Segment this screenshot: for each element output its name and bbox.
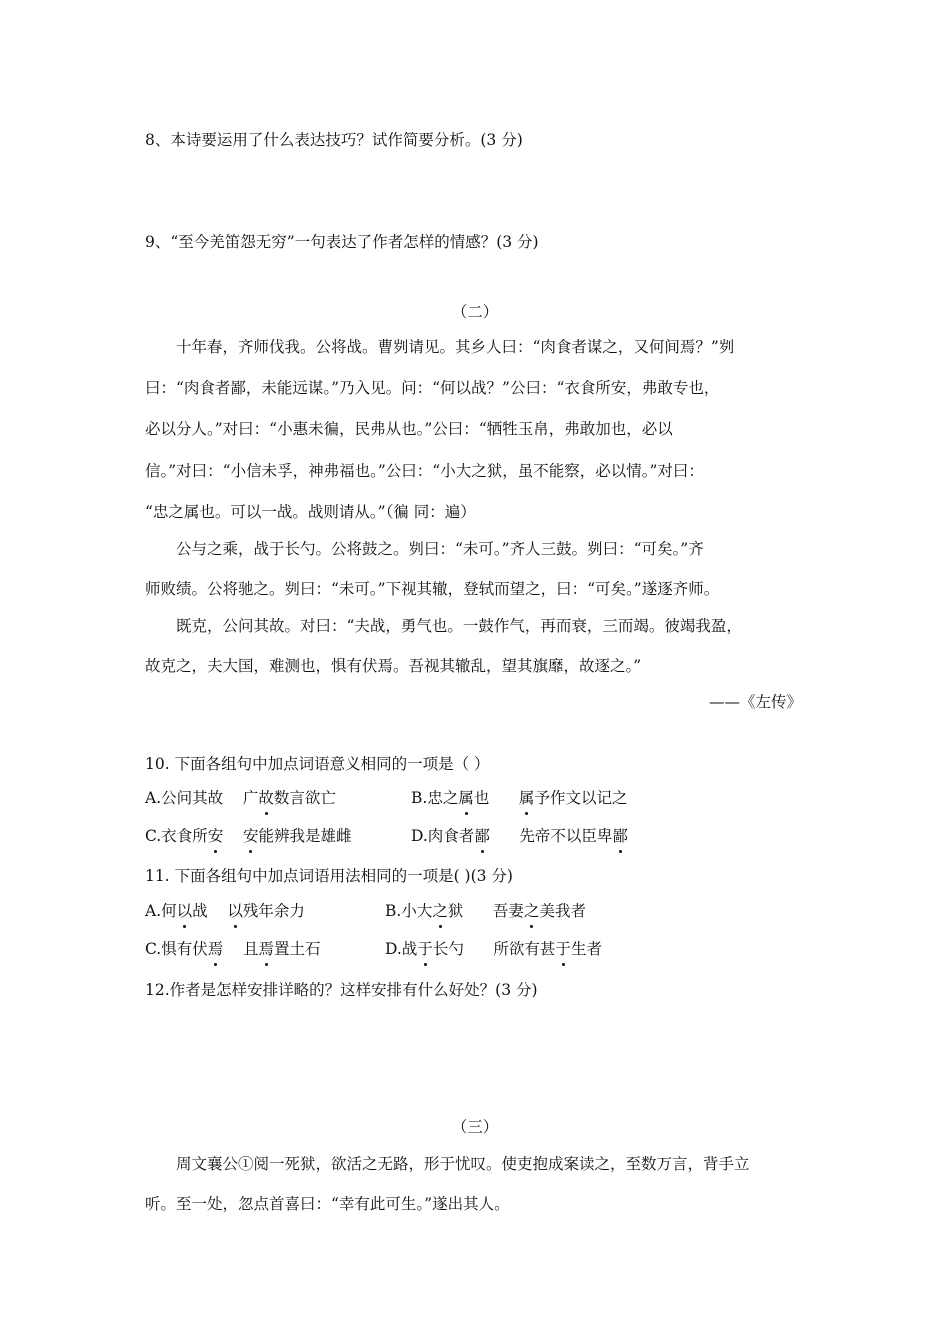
q11-option-a: A.何以战 以残年余力 (145, 899, 305, 921)
question-8: 8、本诗要运用了什么表达技巧？试作简要分析。(3 分) (145, 131, 523, 149)
emphasis-dot: 之 (524, 899, 540, 921)
question-12: 12.作者是怎样安排详略的？这样安排有什么好处？(3 分) (145, 981, 538, 999)
q10-option-b: B.忠之属也 属予作文以记之 (411, 786, 627, 808)
q10-option-c: C.衣食所安 安能辨我是雄雌 (145, 824, 352, 846)
emphasis-dot: 鄙 (612, 824, 628, 846)
question-9: 9、“至今羌笛怨无穷”一句表达了作者怎样的情感？(3 分) (145, 233, 539, 251)
passage-line: 信。”对曰：“小信未孚，神弗福也。”公曰：“小大之狱，虽不能察，必以情。”对曰： (145, 462, 704, 480)
passage-line: “忠之属也。可以一战。战则请从。”（徧 同：遍） (145, 503, 476, 521)
question-10-stem: 10. 下面各组句中加点词语意义相同的一项是（ ） (145, 755, 490, 773)
passage-line: 师败绩。公将驰之。刿曰：“未可。”下视其辙，登轼而望之，曰：“可矣。”遂逐齐师。 (145, 580, 720, 598)
q11-option-b: B.小大之狱 吾妻之美我者 (385, 899, 586, 921)
emphasis-dot: 之 (432, 899, 448, 921)
emphasis-dot: 以 (227, 899, 243, 921)
passage-line: 听。至一处，忽点首喜曰：“幸有此可生。”遂出其人。 (145, 1195, 510, 1213)
emphasis-dot: 于 (555, 937, 571, 959)
q11-option-d: D.战于长勺 所欲有甚于生者 (385, 937, 602, 959)
q11-option-c: C.惧有伏焉 且焉置土石 (145, 937, 321, 959)
emphasis-dot: 安 (243, 824, 259, 846)
emphasis-dot: 以 (177, 899, 193, 921)
passage-line: 既克，公问其故。对曰：“夫战，勇气也。一鼓作气，再而衰，三而竭。彼竭我盈， (176, 617, 742, 635)
emphasis-dot: 属 (458, 786, 474, 808)
emphasis-dot: 焉 (208, 937, 224, 959)
section-3-heading: （三） (451, 1118, 499, 1136)
question-11-stem: 11. 下面各组句中加点词语用法相同的一项是( )(3 分) (145, 867, 513, 885)
passage-line: 曰：“肉食者鄙，未能远谋。”乃入见。问：“何以战？”公曰：“衣食所安，弗敢专也， (145, 379, 720, 397)
passage-line: 十年春，齐师伐我。公将战。曹刿请见。其乡人曰：“肉食者谋之，又何间焉？”刿 (176, 338, 735, 356)
q10-option-d: D.肉食者鄙 先帝不以臣卑鄙 (411, 824, 628, 846)
section-2-heading: （二） (451, 303, 499, 321)
passage-line: 周文襄公①阅一死狱，欲活之无路，形于忧叹。使吏抱成案读之，至数万言，背手立 (176, 1155, 750, 1173)
emphasis-dot: 于 (417, 937, 433, 959)
emphasis-dot: 属 (519, 786, 535, 808)
q10-option-a: A.公问其故 广故数言欲亡 (145, 786, 336, 808)
passage-source: ——《左传》 (708, 693, 802, 711)
emphasis-dot: 焉 (258, 937, 274, 959)
emphasis-dot: 安 (208, 824, 224, 846)
emphasis-dot: 鄙 (474, 824, 490, 846)
emphasis-dot: 故 (258, 786, 274, 808)
passage-line: 必以分人。”对曰：“小惠未徧，民弗从也。”公曰：“牺牲玉帛，弗敢加也，必以 (145, 420, 673, 438)
passage-line: 公与之乘，战于长勺。公将鼓之。刿曰：“未可。”齐人三鼓。刿曰：“可矣。”齐 (176, 540, 704, 558)
passage-line: 故克之，夫大国，难测也，惧有伏焉。吾视其辙乱，望其旗靡，故逐之。” (145, 657, 642, 675)
